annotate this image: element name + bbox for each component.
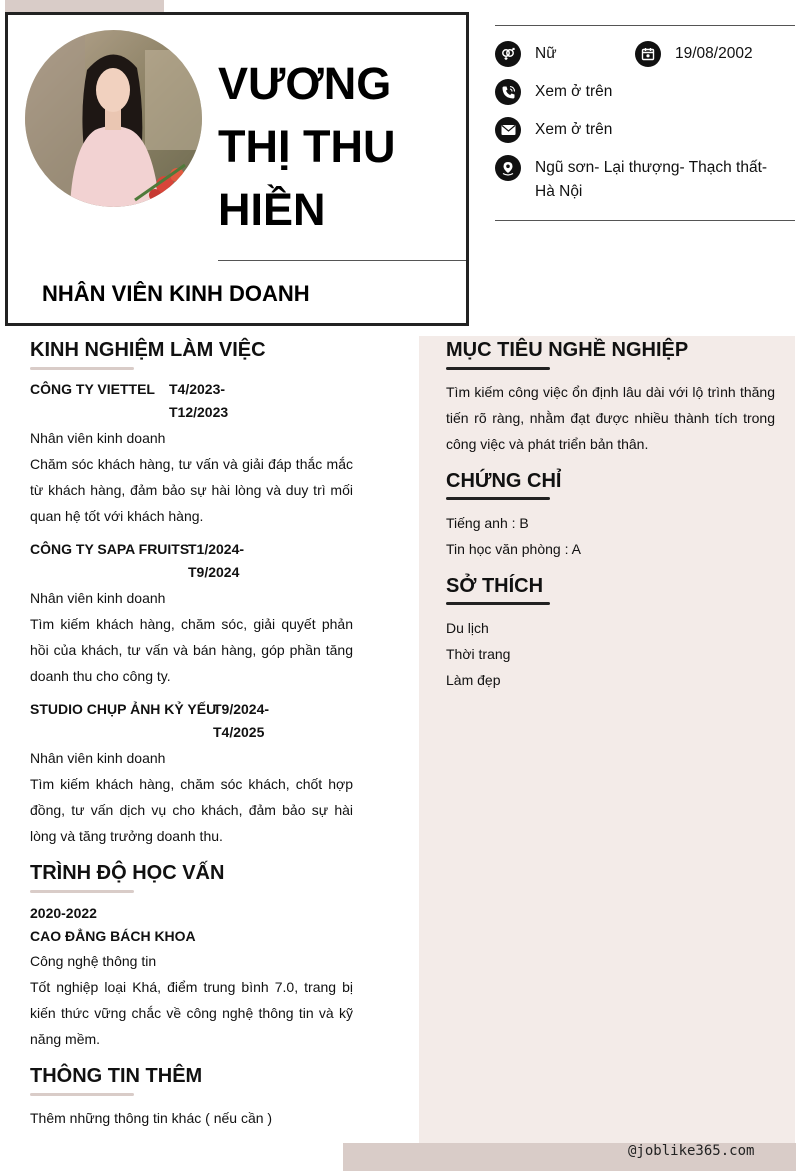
exp1-company: CÔNG TY VIETTEL xyxy=(30,381,155,397)
exp1-date-start: T4/2023- xyxy=(169,381,226,397)
calendar-icon xyxy=(635,41,661,67)
contact-gender xyxy=(495,41,557,67)
exp2-date-start: T1/2024- xyxy=(188,541,245,557)
education-title: TRÌNH ĐỘ HỌC VẤN xyxy=(30,862,225,884)
objective-text: Tìm kiếm công việc ổn định lâu dài với lộ trình thăng tiến rõ ràng, nhằm đạt được nhiều thành tích trong công việc và phát triển bản thân. xyxy=(446,384,775,452)
contact-top-divider xyxy=(495,25,795,26)
name-line-3: HIỀN xyxy=(218,184,326,235)
extra-info-text: Thêm những thông tin khác ( nếu cần ) xyxy=(30,1110,273,1126)
certificate-item: Tiếng anh : B xyxy=(446,515,529,531)
education-description: Tốt nghiệp loại Khá, điểm trung bình 7.0, trang bị kiến thức vững chắc về công nghệ thông tin và kỹ năng mềm. xyxy=(30,979,353,1047)
exp1-date xyxy=(169,378,228,424)
profile-photo xyxy=(25,30,202,207)
exp3-date-start: T9/2024- xyxy=(213,701,270,717)
extra-info-underline xyxy=(30,1093,134,1096)
extra-info-title: THÔNG TIN THÊM xyxy=(30,1065,203,1087)
objective-title: MỤC TIÊU NGHỀ NGHIỆP xyxy=(446,339,689,361)
education-school: CAO ĐẲNG BÁCH KHOA xyxy=(30,928,196,944)
certificate-item: Tin học văn phòng : A xyxy=(446,541,581,557)
contact-address xyxy=(495,155,780,204)
hobby-item: Du lịch xyxy=(446,620,489,636)
hobby-item: Làm đẹp xyxy=(446,672,501,688)
right-column-panel xyxy=(419,336,795,1171)
exp1-role: Nhân viên kinh doanh xyxy=(30,430,166,446)
email-text: Xem ở trên xyxy=(535,121,613,138)
hobby-item: Thời trang xyxy=(446,646,511,662)
exp1-description: Chăm sóc khách hàng, tư vấn và giải đáp thắc mắc từ khách hàng, đảm bảo sự hài lòng và duy trì mối quan hệ tốt với khách hàng. xyxy=(30,456,353,524)
exp2-role: Nhân viên kinh doanh xyxy=(30,590,166,606)
mail-icon xyxy=(495,117,521,143)
hobbies-title: SỞ THÍCH xyxy=(446,575,544,597)
birthday-text: 19/08/2002 xyxy=(675,45,753,62)
name-divider xyxy=(218,260,466,261)
name-line-1: VƯƠNG xyxy=(218,58,392,109)
exp2-date-end: T9/2024 xyxy=(188,564,240,580)
contact-birthday xyxy=(635,41,753,67)
contact-bottom-divider xyxy=(495,220,795,221)
phone-text: Xem ở trên xyxy=(535,83,613,100)
watermark: @joblike365.com xyxy=(628,1143,755,1159)
experience-title: KINH NGHIỆM LÀM VIỆC xyxy=(30,339,266,361)
exp3-date-end: T4/2025 xyxy=(213,724,265,740)
education-underline xyxy=(30,890,134,893)
location-icon xyxy=(495,155,521,181)
phone-icon xyxy=(495,79,521,105)
name-line-2: THỊ THU xyxy=(218,121,396,172)
exp2-company: CÔNG TY SAPA FRUITS xyxy=(30,541,190,557)
hobbies-underline xyxy=(446,602,550,605)
address-text: Ngũ sơn- Lại thượng- Thạch thất- Hà Nội xyxy=(535,159,768,200)
contact-phone xyxy=(495,79,612,105)
exp3-date xyxy=(213,698,269,744)
job-title: NHÂN VIÊN KINH DOANH xyxy=(42,281,310,306)
objective-underline xyxy=(446,367,550,370)
education-years: 2020-2022 xyxy=(30,905,97,921)
gender-text: Nữ xyxy=(535,45,557,62)
certificates-title: CHỨNG CHỈ xyxy=(446,470,562,492)
certificates-underline xyxy=(446,497,550,500)
exp3-role: Nhân viên kinh doanh xyxy=(30,750,166,766)
exp1-date-end: T12/2023 xyxy=(169,404,229,420)
gender-icon xyxy=(495,41,521,67)
exp3-description: Tìm kiếm khách hàng, chăm sóc khách, chốt hợp đồng, tư vấn dịch vụ cho khách, đảm bảo sự hài lòng và tăng trưởng doanh thu. xyxy=(30,776,353,844)
exp2-date xyxy=(188,538,244,584)
exp2-description: Tìm kiếm khách hàng, chăm sóc, giải quyết phản hồi của khách, tư vấn và bán hàng, góp phần tăng doanh thu cho công ty. xyxy=(30,616,353,684)
exp3-company: STUDIO CHỤP ẢNH KỶ YẾU xyxy=(30,701,217,717)
experience-underline xyxy=(30,367,134,370)
contact-email xyxy=(495,117,612,143)
education-major: Công nghệ thông tin xyxy=(30,953,157,969)
full-name xyxy=(218,52,458,241)
